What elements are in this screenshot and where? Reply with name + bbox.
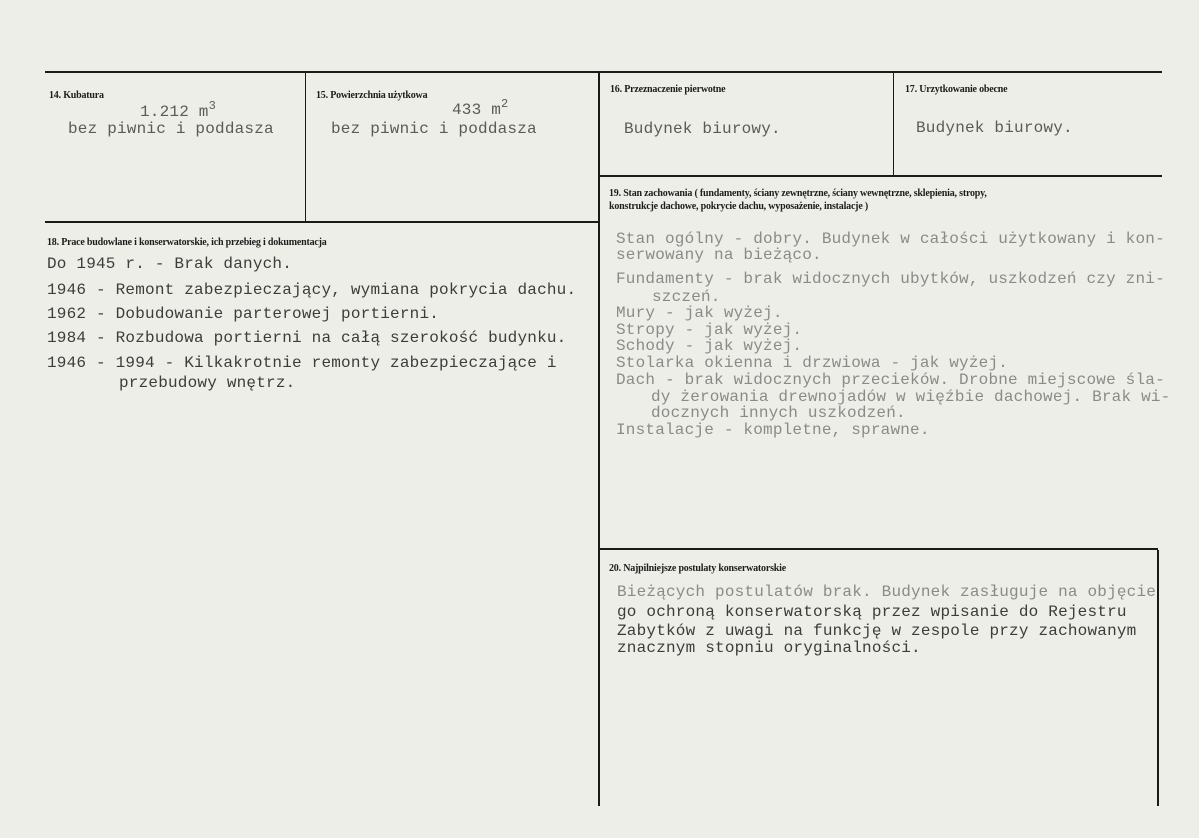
field-19-line: Dach - brak widocznych przecieków. Drobne miejscowe śla- <box>616 371 1165 389</box>
field-14-value: 1.212 $m^3$ <box>140 99 217 121</box>
field-18-line: 1946 - Remont zabezpieczający, wymiana pokrycia dachu. <box>47 281 577 299</box>
field-14-note: bez piwnic i poddasza <box>68 120 274 138</box>
field-15-value: 433 $m^2$ <box>452 97 509 119</box>
field-19-line: Stropy - jak wyżej. <box>616 321 803 339</box>
field-18-line: Do 1945 r. - Brak danych. <box>47 255 293 273</box>
field-19-line: Stan ogólny - dobry. Budynek w całości użytkowany i kon- <box>616 230 1165 248</box>
divider-14-15 <box>305 73 306 222</box>
field-19-line: Stolarka okienna i drzwiowa - jak wyżej. <box>616 354 1009 372</box>
field-16-label: 16. Przeznaczenie pierwotne <box>610 84 726 95</box>
top-rule <box>45 71 1162 73</box>
field-19-line: Mury - jak wyżej. <box>616 304 783 322</box>
field-20-line: go ochroną konserwatorską przez wpisanie do Rejestru <box>617 603 1127 621</box>
field-20-line: Zabytków z uwagi na funkcję w zespole przy zachowanym <box>617 622 1137 640</box>
field-19-line: Schody - jak wyżej. <box>616 337 803 355</box>
field-19-label-line2: konstrukcje dachowe, pokrycie dachu, wyposażenie, instalacje ) <box>609 201 868 212</box>
field-19-line: docznych innych uszkodzeń. <box>651 404 906 422</box>
field-15-note: bez piwnic i poddasza <box>331 120 537 138</box>
field-19-line: dy żerowania drewnojadów w więźbie dachowej. Brak wi- <box>651 388 1171 406</box>
field-19-line: Instalacje - kompletne, sprawne. <box>616 421 930 439</box>
divider-center <box>598 73 600 806</box>
field-20-line: Bieżących postulatów brak. Budynek zasługuje na objęcie <box>617 583 1157 601</box>
field-18-label: 18. Prace budowlane i konserwatorskie, ich przebieg i dokumentacja <box>47 237 327 248</box>
field-16-value: Budynek biurowy. <box>624 120 781 138</box>
field-17-label: 17. Urzytkowanie obecne <box>905 84 1008 95</box>
field-19-line: Fundamenty - brak widocznych ubytków, uszkodzeń czy zni- <box>616 270 1165 288</box>
field-17-value: Budynek biurowy. <box>916 119 1073 137</box>
rule-left-mid <box>45 221 599 223</box>
field-18-line: 1984 - Rozbudowa portierni na całą szerokość budynku. <box>47 329 567 347</box>
field-19-line: szczeń. <box>652 288 721 306</box>
field-20-line: znacznym stopniu oryginalności. <box>617 639 921 657</box>
divider-right-edge <box>1157 550 1159 806</box>
field-15-label: 15. Powierzchnia użytkowa <box>316 90 428 101</box>
rule-right-lower <box>599 548 1158 550</box>
field-18-line: 1962 - Dobudowanie parterowej portierni. <box>47 305 440 323</box>
field-18-line: 1946 - 1994 - Kilkakrotnie remonty zabezpieczające i <box>47 354 557 372</box>
field-14-label: 14. Kubatura <box>49 90 104 101</box>
field-19-label-line1: 19. Stan zachowania ( fundamenty, ściany zewnętrzne, ściany wewnętrzne, sklepienia, stropy, <box>609 188 987 199</box>
field-20-label: 20. Najpilniejsze postulaty konserwatorskie <box>609 563 786 574</box>
field-18-line: przebudowy wnętrz. <box>119 374 296 392</box>
rule-right-upper <box>599 175 1162 177</box>
field-19-line: serwowany na bieżąco. <box>616 246 822 264</box>
divider-16-17 <box>893 73 894 176</box>
